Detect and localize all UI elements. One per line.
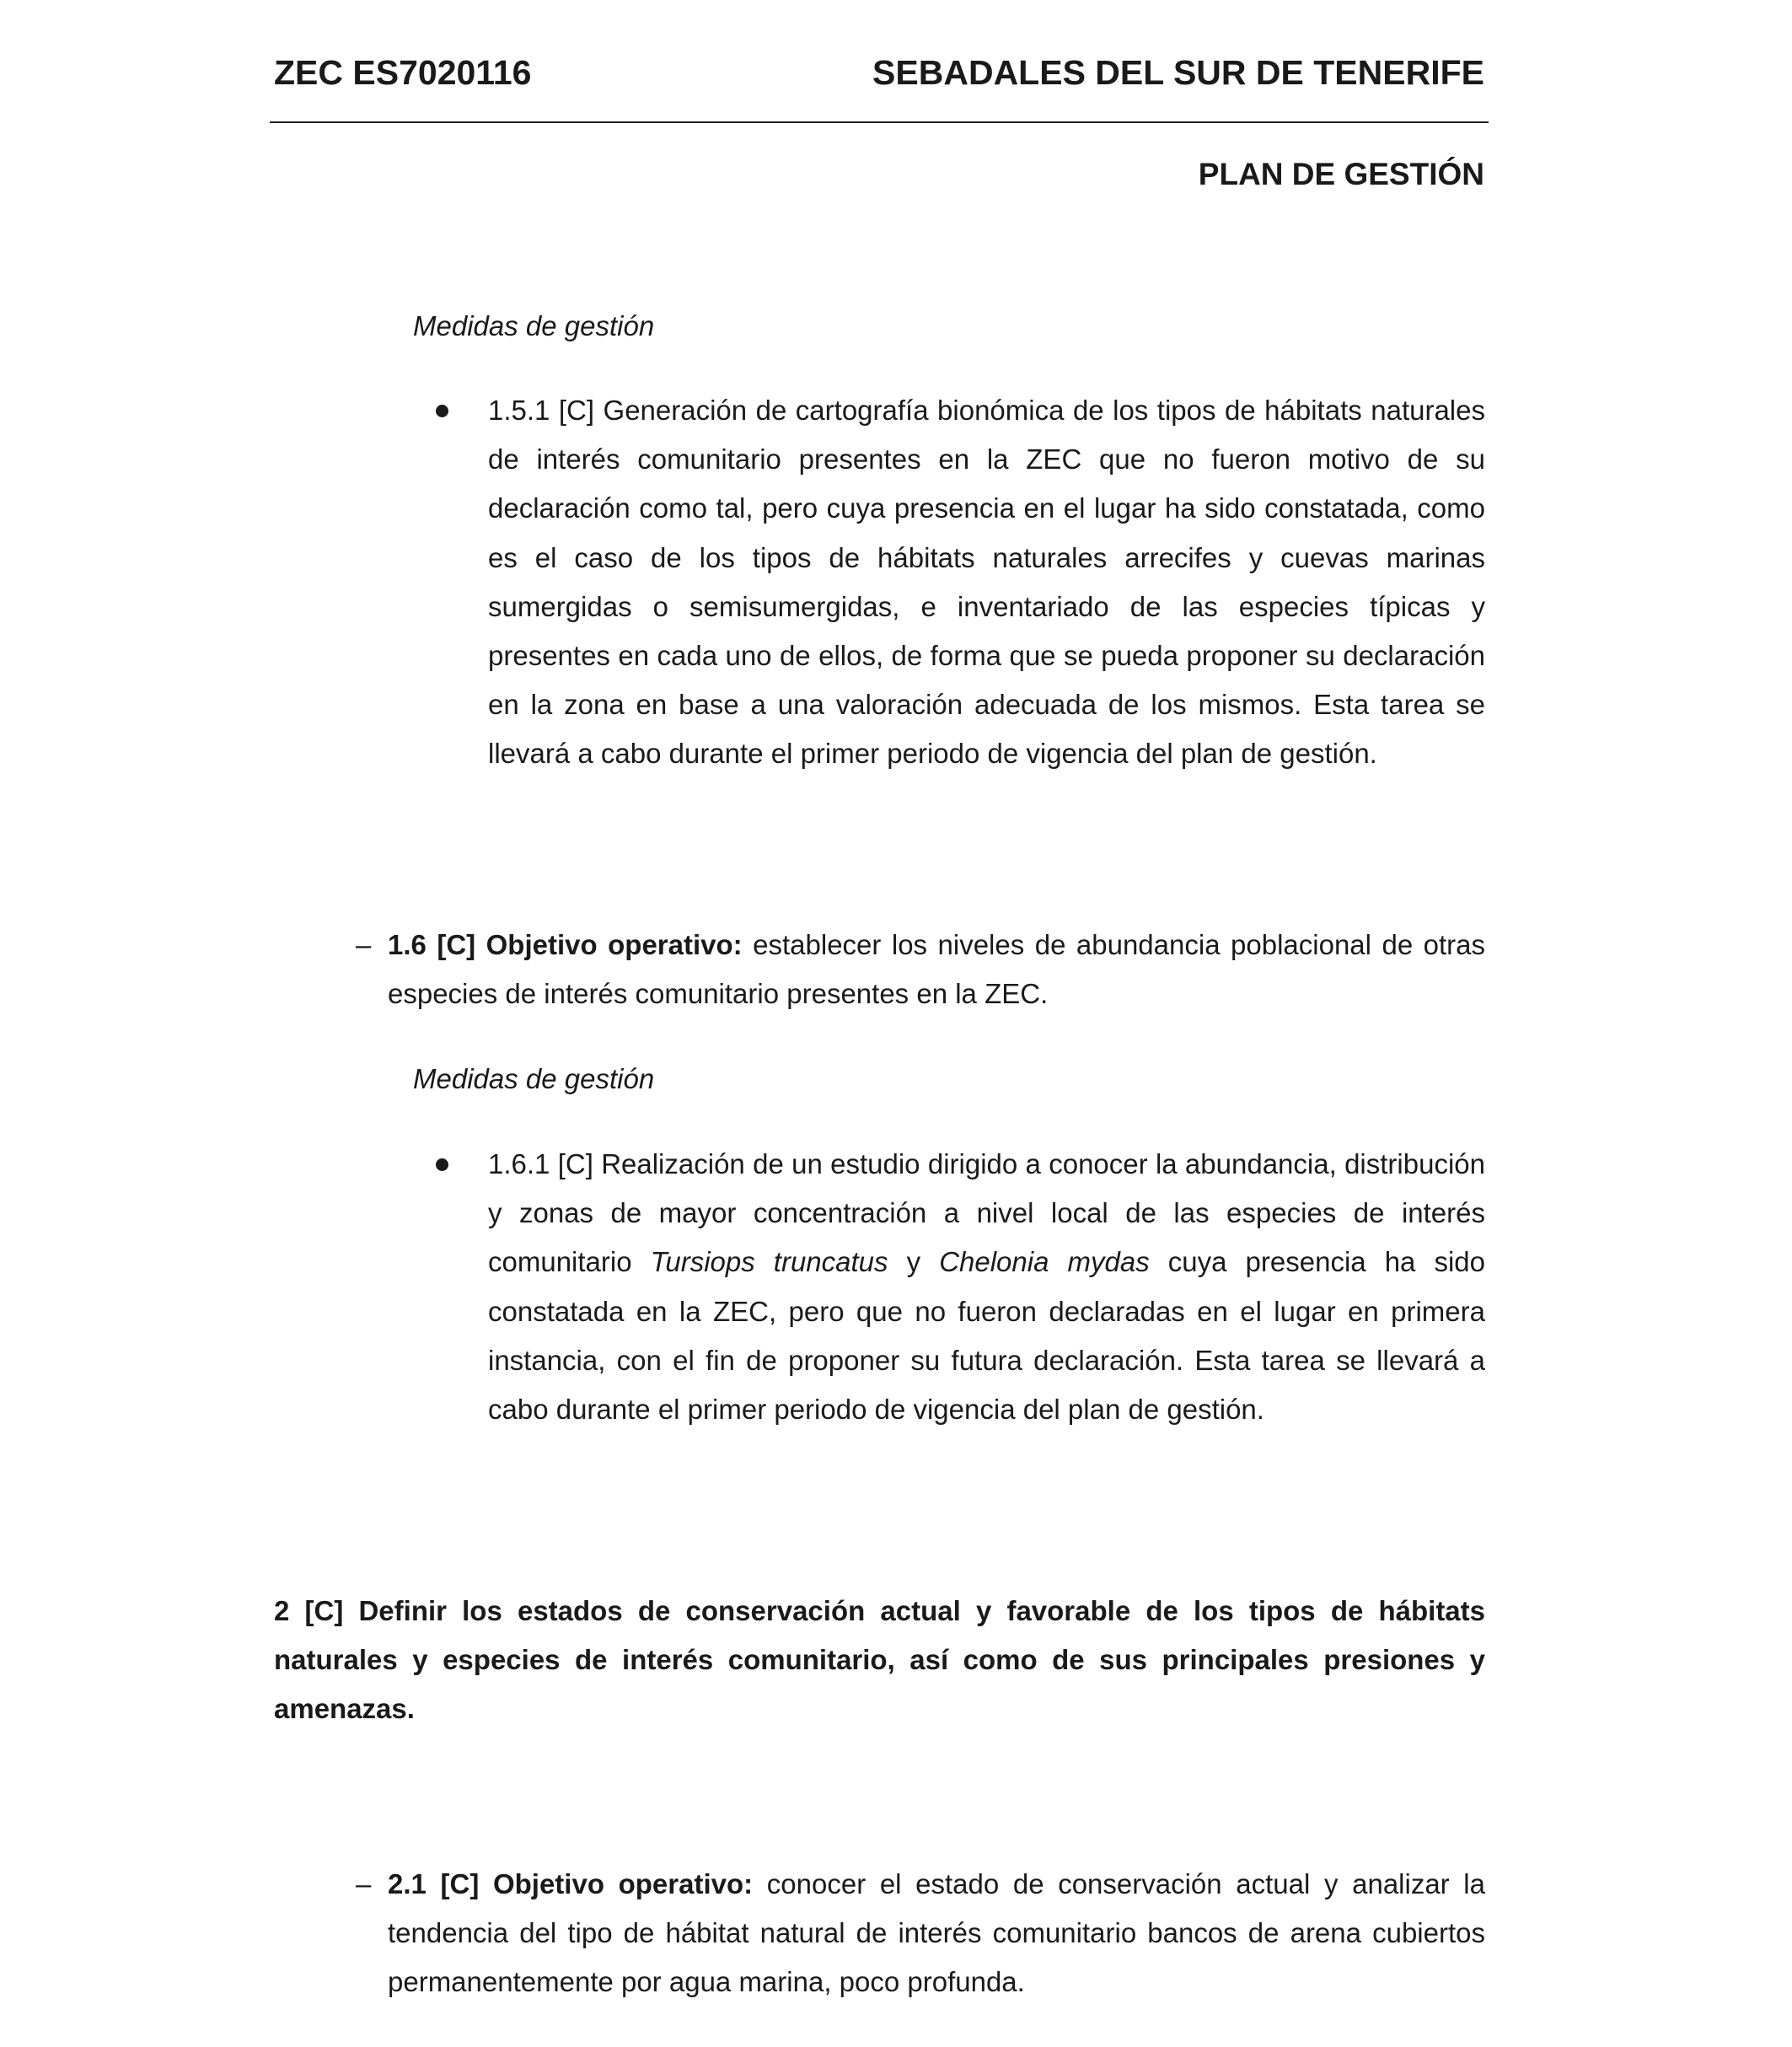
header-divider — [270, 121, 1489, 123]
medidas-label-1: Medidas de gestión — [413, 310, 655, 341]
objective-2-1-text: conocer el estado de conservación actual y analizar la tendencia del tipo de hábitat natural de interés comunitario bancos de arena cubiertos permanentemente por agua marina, poco profunda. — [388, 1868, 1485, 1998]
bullet-icon — [436, 1158, 448, 1171]
dash-icon: – — [356, 929, 372, 960]
species-chelonia: Chelonia mydas — [939, 1246, 1150, 1278]
measure-1-6-1-text-a: 1.6.1 [C] Realización de un estudio dirigido a conocer la abundancia, distribución y zonas de mayor concentración a nivel local de las especies de interés comunitario — [488, 1148, 1485, 1278]
header-zec-code: ZEC ES7020116 — [274, 53, 532, 92]
medidas-label-2: Medidas de gestión — [413, 1063, 655, 1094]
plan-title: PLAN DE GESTIÓN — [1198, 157, 1484, 191]
species-tursiops: Tursiops truncatus — [650, 1246, 888, 1278]
dash-icon: – — [356, 1868, 372, 1899]
objective-2-1 — [388, 1860, 1485, 2007]
measure-1-6-1-text-b: y — [888, 1246, 940, 1278]
header-site-name: SEBADALES DEL SUR DE TENERIFE — [872, 53, 1484, 92]
objective-1-6-label: 1.6 [C] Objetivo operativo: — [388, 929, 743, 960]
bullet-icon — [436, 405, 448, 417]
objective-2-1-label: 2.1 [C] Objetivo operativo: — [388, 1868, 754, 1899]
section-2-heading: 2 [C] Definir los estados de conservación actual y favorable de los tipos de hábitats naturales y especies de interés comunitario, así como de sus principales presiones y amenazas. — [274, 1595, 1485, 1725]
measure-1-6-1 — [488, 1140, 1485, 1434]
measure-1-5-1: 1.5.1 [C] Generación de cartografía bionómica de los tipos de hábitats naturales de interés comunitario presentes en la ZEC que no fueron motivo de su declaración como tal, pero cuya presencia en el lugar ha sido constatada, como es el caso de los tipos de hábitats naturales arrecifes y cuevas marinas sumergidas o semisumergidas, e inventariado de las especies típicas y presentes en cada uno de ellos, de forma que se pueda proponer su declaración en la zona en base a una valoración adecuada de los mismos. Esta tarea se llevará a cabo durante el primer periodo de vigencia del plan de gestión. — [488, 395, 1485, 770]
objective-1-6-text: establecer los niveles de abundancia poblacional de otras especies de interés comunitario presentes en la ZEC. — [388, 929, 1486, 1010]
objective-1-6 — [388, 921, 1485, 1018]
measure-1-6-1-text-c: cuya presencia ha sido constatada en la ZEC, pero que no fueron declaradas en el lugar en primera instancia, con el fin de proponer su futura declaración. Esta tarea se llevará a cabo durante el primer periodo de vigencia del plan de gestión. — [488, 1246, 1486, 1426]
